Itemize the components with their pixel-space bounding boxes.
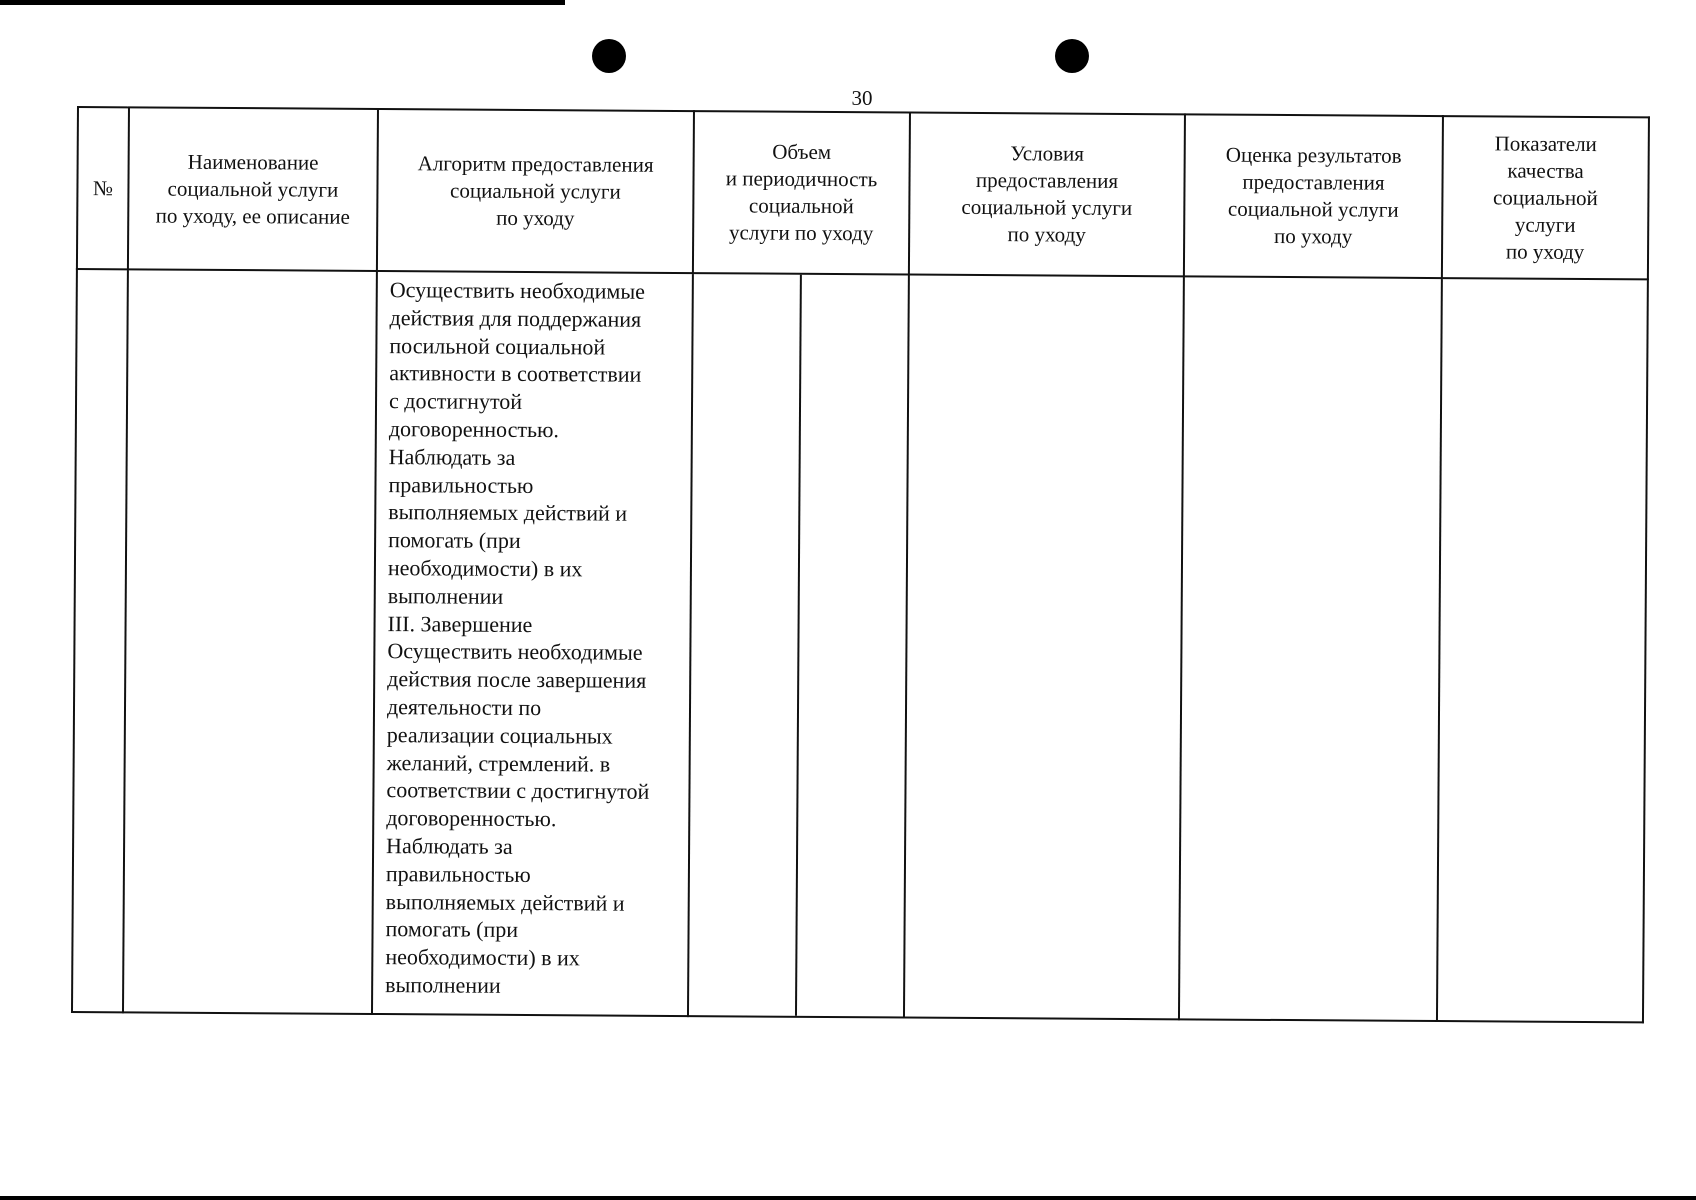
table-header-row	[77, 107, 1649, 279]
cell-number	[72, 269, 128, 1012]
scan-edge-bottom	[0, 1196, 1696, 1200]
algorithm-line: с достигнутой	[388, 388, 523, 415]
header-service-name: Наименование социальной услуги по уходу, ее описание	[128, 107, 378, 271]
algorithm-line: Наблюдать за	[388, 443, 516, 470]
algorithm-line: желаний, стремлений. в	[386, 749, 611, 777]
cell-volume-sub-2	[797, 275, 908, 1017]
header-volume-periodicity: Объем и периодичность социальной услуги по уходу	[693, 111, 910, 274]
algorithm-line: выполнении	[385, 971, 501, 998]
algorithm-line: реализации социальных	[386, 721, 613, 749]
cell-volume	[688, 273, 909, 1017]
algorithm-line: помогать (при	[385, 916, 519, 943]
header-quality-indicators: Показатели качества социальной услуги по уходу	[1442, 116, 1649, 279]
cell-conditions	[904, 275, 1184, 1020]
services-table	[71, 106, 1650, 1023]
algorithm-line: действия для поддержания	[389, 304, 642, 332]
header-conditions: Условия предоставления социальной услуги по уходу	[909, 113, 1185, 277]
algorithm-line: правильностью	[385, 860, 531, 887]
algorithm-line: Наблюдать за	[386, 833, 513, 859]
cell-evaluation	[1179, 276, 1442, 1021]
algorithm-line: выполняемых действий и	[385, 888, 625, 916]
algorithm-line: соответствии с достигнутой	[386, 777, 650, 805]
header-number: №	[77, 107, 129, 269]
page-number: 30	[851, 86, 873, 110]
algorithm-line: необходимости) в их	[387, 555, 583, 582]
algorithm-line: активности в соответствии	[389, 360, 642, 388]
algorithm-line: необходимости) в их	[385, 944, 580, 971]
algorithm-line: выполнении	[387, 582, 504, 609]
punch-hole-left	[592, 39, 626, 73]
algorithm-line: правильностью	[388, 471, 534, 498]
algorithm-line: договоренностью.	[386, 805, 557, 832]
algorithm-line: Осуществить необходимые	[389, 277, 646, 304]
algorithm-line: посильной социальной	[389, 332, 606, 360]
cell-service-name	[123, 269, 377, 1014]
algorithm-line: действия после завершения	[387, 666, 647, 693]
algorithm-line: деятельности по	[386, 694, 542, 721]
cell-quality	[1437, 278, 1648, 1022]
header-algorithm: Алгоритм предоставления социальной услуги по уходу	[377, 109, 694, 273]
algorithm-line: помогать (при	[388, 527, 521, 554]
algorithm-line: договоренностью.	[388, 416, 560, 443]
cell-volume-sub-1	[689, 274, 802, 1016]
punch-hole-right	[1055, 39, 1089, 73]
algorithm-line: выполняемых действий и	[388, 499, 628, 527]
table-row	[72, 269, 1648, 1022]
algorithm-line: Осуществить необходимые	[387, 638, 643, 666]
algorithm-line: III. Завершение	[387, 610, 533, 637]
cell-algorithm	[372, 271, 693, 1016]
header-result-evaluation: Оценка результатов предоставления социальной услуги по уходу	[1184, 114, 1443, 278]
scan-edge-top	[0, 0, 565, 5]
